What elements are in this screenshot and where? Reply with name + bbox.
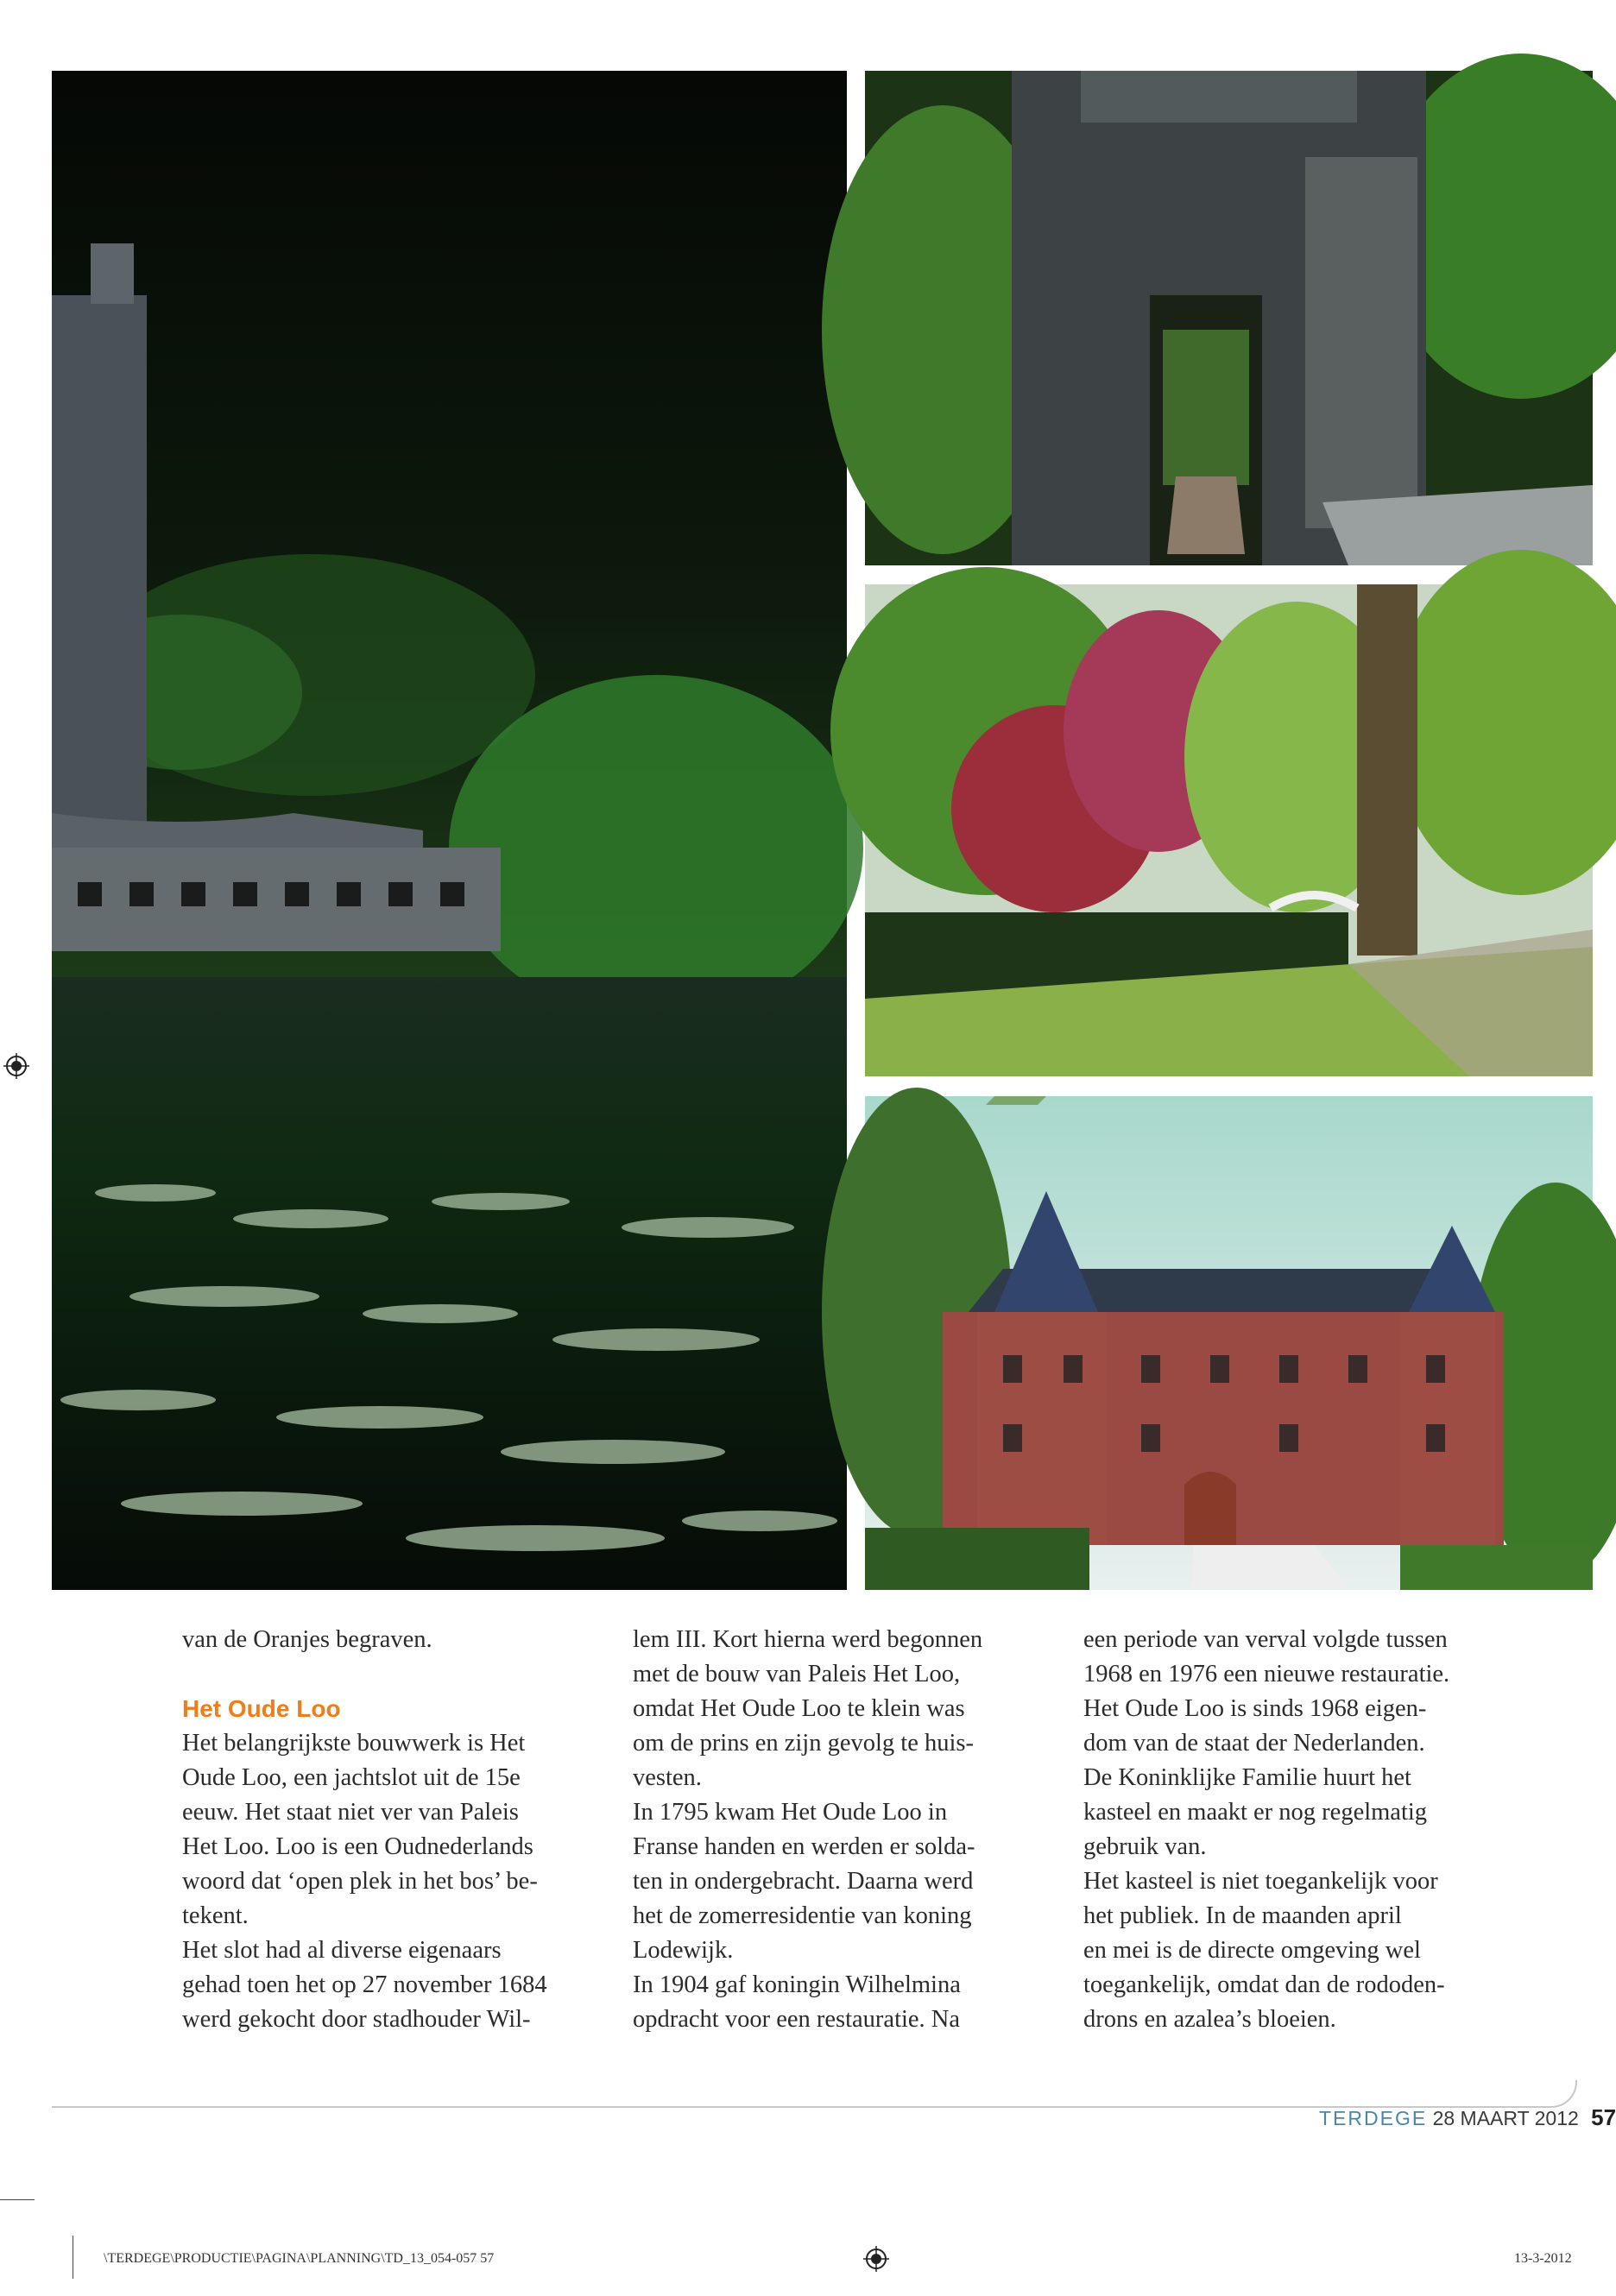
body-line: gehad toen het op 27 november 1684 [182, 1971, 547, 1998]
body-line: Lodewijk. [633, 1937, 734, 1964]
body-line: Het belangrijkste bouwwerk is Het [182, 1730, 526, 1757]
body-line: Het Oude Loo is sinds 1968 eigen- [1083, 1695, 1427, 1722]
crop-mark [0, 2199, 35, 2200]
body-line: ten in ondergebracht. Daarna werd [633, 1868, 974, 1895]
magazine-name: TERDEGE [1319, 2107, 1428, 2129]
body-line: De Koninklijke Familie huurt het [1083, 1764, 1411, 1791]
text-column-3 [1083, 1623, 1506, 2037]
production-slug-date: 13-3-2012 [1514, 2251, 1572, 2266]
photo-pond-with-water-lilies [52, 71, 847, 1590]
body-line: dom van de staat der Nederlanden. [1083, 1730, 1425, 1757]
photo-park-with-pond-and-bridge [865, 584, 1593, 1076]
production-slug-path: \TERDEGE\PRODUCTIE\PAGINA\PLANNING\TD_13_054-057 57 [104, 2251, 495, 2266]
body-line: Franse handen en werden er solda- [633, 1833, 975, 1860]
page-number: 57 [1591, 2104, 1616, 2130]
photo-stone-gate-in-garden [865, 71, 1593, 565]
body-line: een periode van verval volgde tussen [1083, 1626, 1448, 1653]
body-line: Het slot had al diverse eigenaars [182, 1937, 502, 1964]
body-line: Het kasteel is niet toegankelijk voor [1083, 1868, 1438, 1895]
photo-het-oude-loo-castle [865, 1096, 1593, 1590]
text-column-2 [633, 1623, 1056, 2037]
body-line: Oude Loo, een jachtslot uit de 15e [182, 1764, 521, 1791]
issue-date: 28 MAART 2012 [1432, 2107, 1579, 2129]
body-line: lem III. Kort hierna werd begonnen [633, 1626, 983, 1653]
body-line: tekent. [182, 1902, 249, 1929]
body-line: 1968 en 1976 een nieuwe restauratie. [1083, 1661, 1450, 1687]
body-line: met de bouw van Paleis Het Loo, [633, 1661, 961, 1687]
body-line: Het Loo. Loo is een Oudnederlands [182, 1833, 533, 1860]
body-line: om de prins en zijn gevolg te huis- [633, 1730, 974, 1757]
body-line: het de zomerresidentie van koning [633, 1902, 972, 1929]
body-line: In 1795 kwam Het Oude Loo in [633, 1799, 948, 1826]
body-line: het publiek. In de maanden april [1083, 1902, 1402, 1929]
lead-line: van de Oranjes begraven. [182, 1626, 432, 1653]
page-folio [1319, 2104, 1616, 2131]
body-line: opdracht voor een restauratie. Na [633, 2006, 961, 2033]
body-line: In 1904 gaf koningin Wilhelmina [633, 1971, 961, 1998]
body-line: vesten. [633, 1764, 702, 1791]
body-line: omdat Het Oude Loo te klein was [633, 1695, 965, 1722]
body-line: werd gekocht door stadhouder Wil- [182, 2006, 531, 2033]
registration-mark-icon [3, 1053, 29, 1079]
body-line: kasteel en maakt er nog regelmatig [1083, 1799, 1428, 1826]
body-line: en mei is de directe omgeving wel [1083, 1937, 1421, 1964]
registration-mark-icon [863, 2246, 889, 2272]
body-line: drons en azalea’s bloeien. [1083, 2006, 1336, 2033]
text-column-1 [182, 1623, 605, 2037]
body-line: woord dat ‘open plek in het bos’ be- [182, 1868, 538, 1895]
body-line: gebruik van. [1083, 1833, 1207, 1860]
body-line: eeuw. Het staat niet ver van Paleis [182, 1799, 519, 1826]
body-line: toegankelijk, omdat dan de rododen- [1083, 1971, 1445, 1998]
section-heading: Het Oude Loo [182, 1695, 341, 1722]
